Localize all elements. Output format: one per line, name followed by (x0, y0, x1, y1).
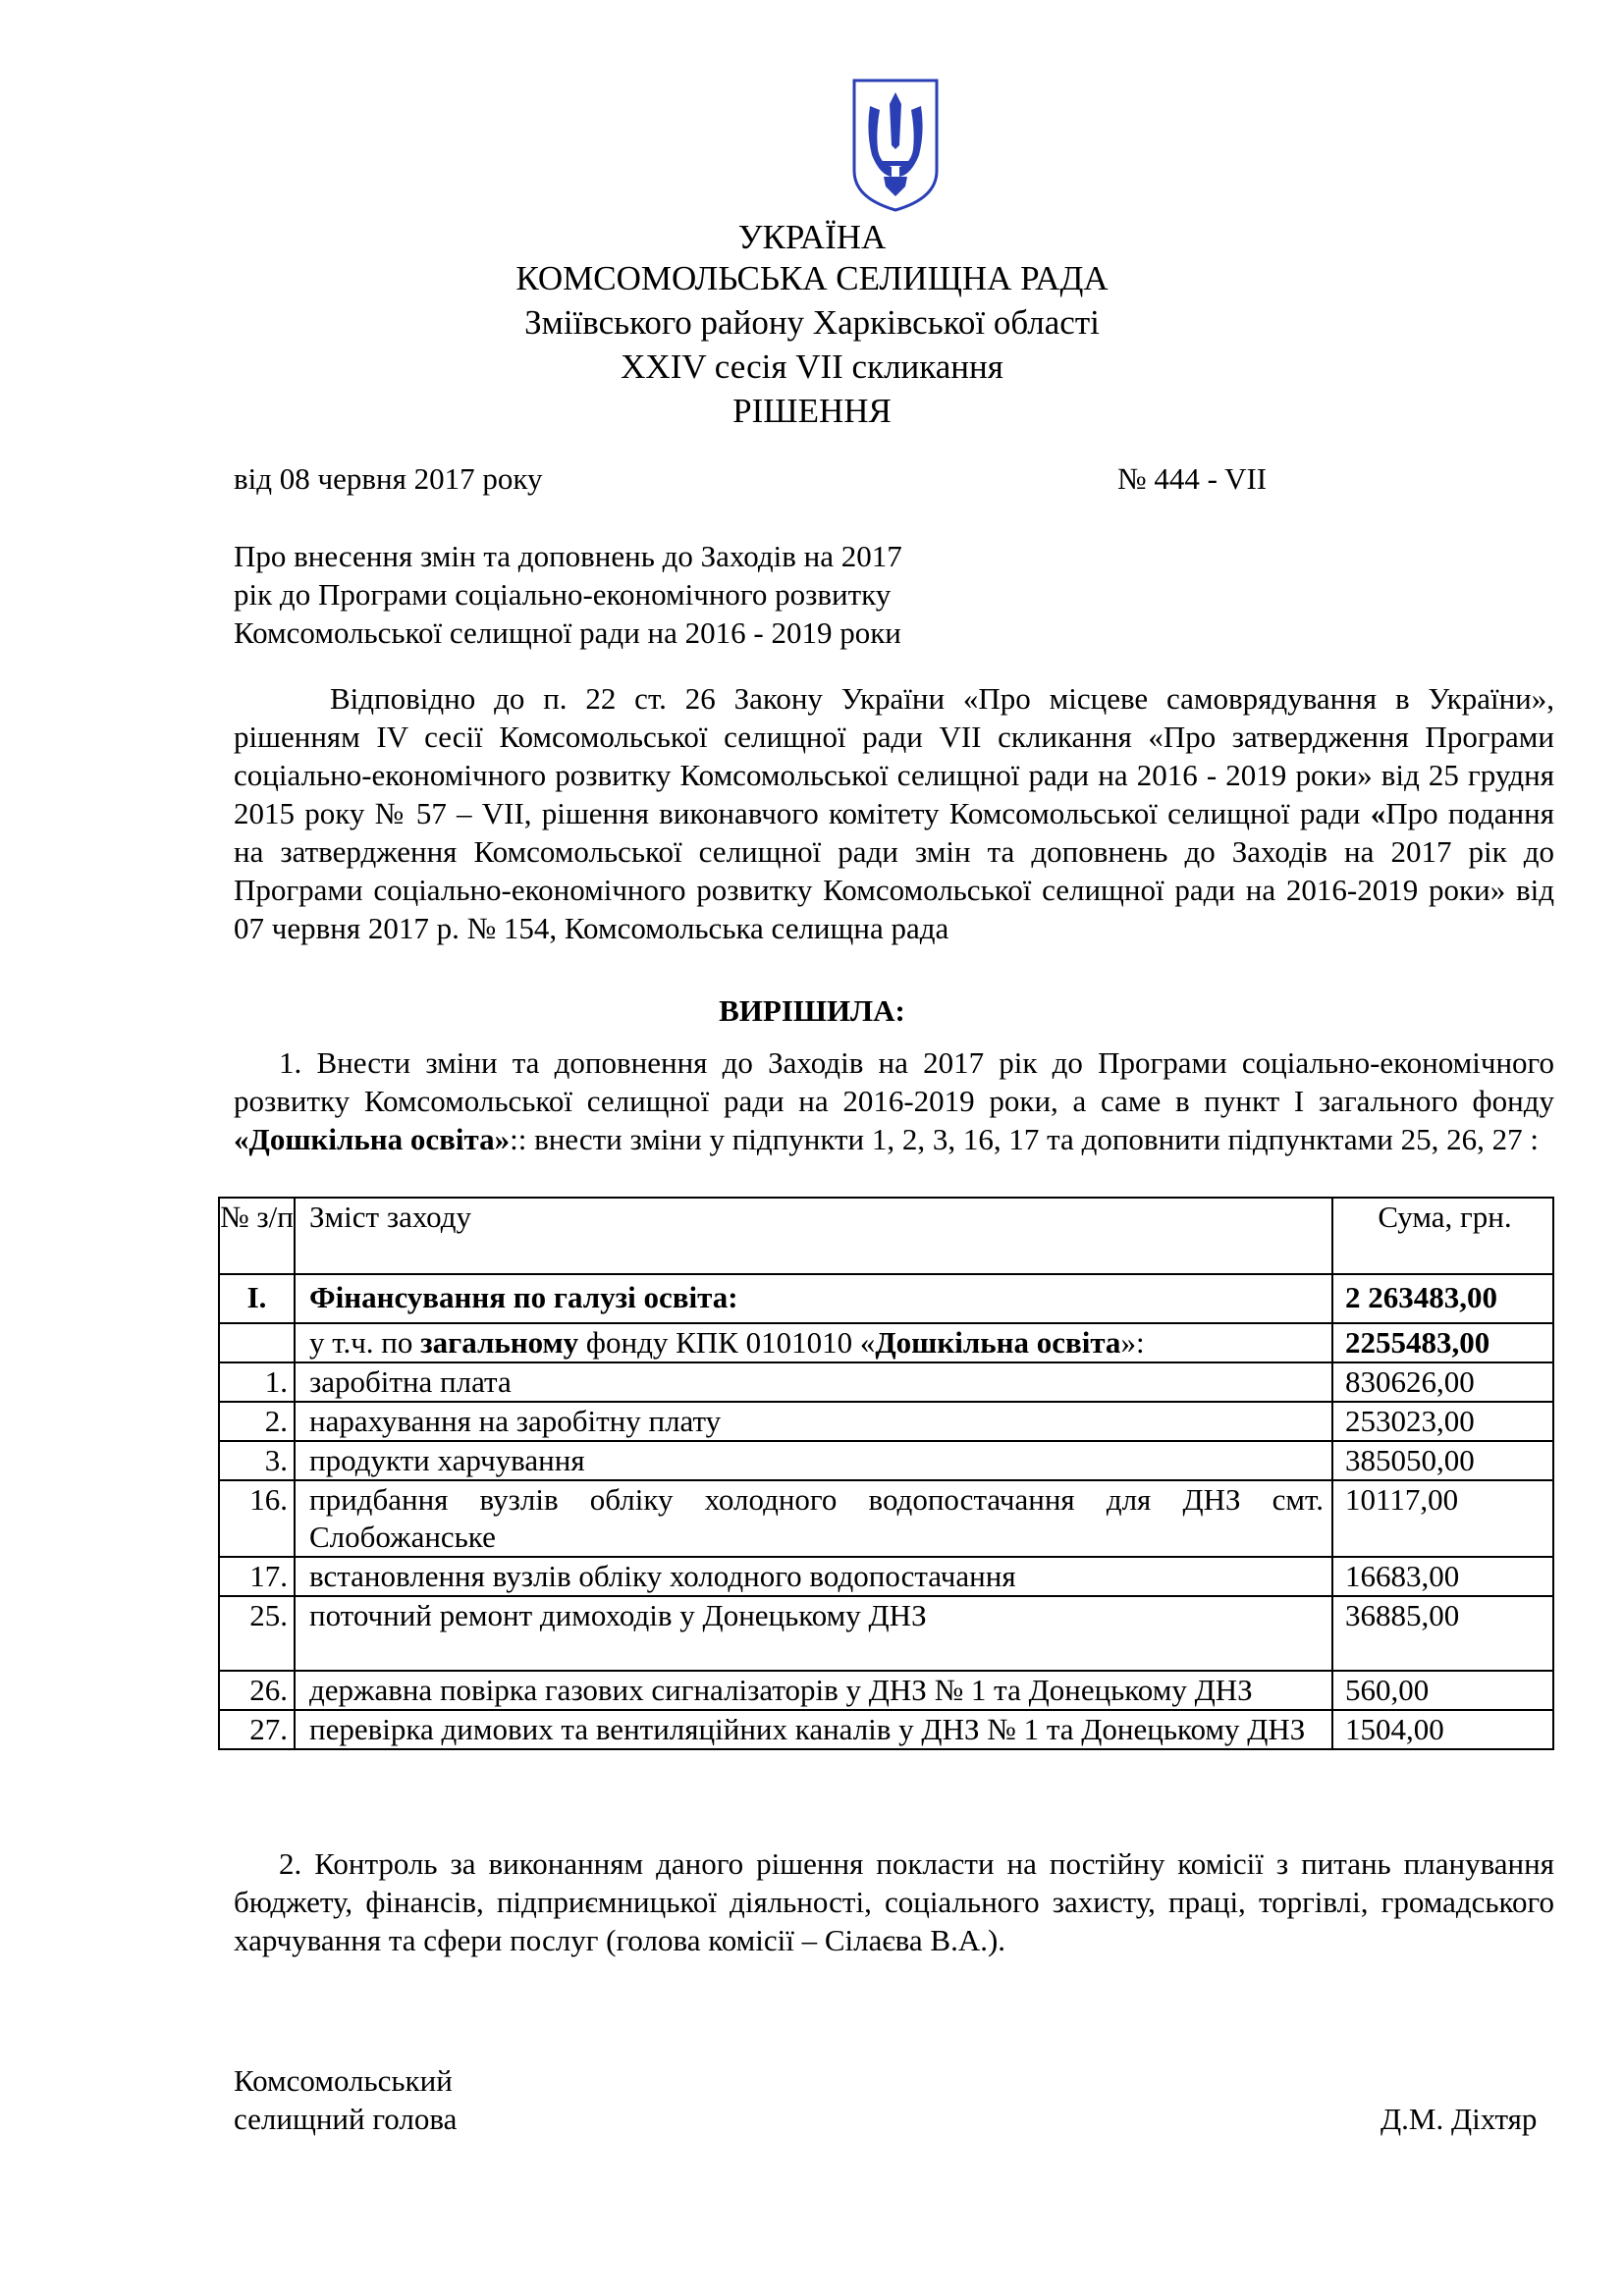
subtotal-content (295, 1323, 1332, 1362)
row-amount: 385050,00 (1332, 1441, 1553, 1480)
subtotal-num (219, 1323, 295, 1362)
table-header-row (219, 1198, 1553, 1274)
section-amount: 2 263483,00 (1332, 1274, 1553, 1323)
row-num: 2. (219, 1402, 295, 1441)
signature-title-line-1: Комсомольський (234, 2063, 453, 2098)
row-num: 27. (219, 1710, 295, 1749)
header-content: Зміст заходу (295, 1198, 1332, 1274)
item-1-text-end: :: внести зміни у підпункти 1, 2, 3, 16, 17 та доповнити підпунктами 25, 26, 27 : (510, 1122, 1539, 1156)
header-council: КОМСОМОЛЬСЬКА СЕЛИЩНА РАДА (515, 259, 1109, 297)
signature-title-line-2: селищний голова (234, 2102, 458, 2136)
subject-line: рік до Програми соціально-економічного розвитку (234, 577, 892, 612)
table-row (219, 1596, 1553, 1671)
row-amount: 830626,00 (1332, 1362, 1553, 1402)
row-content: поточний ремонт димоходів у Донецькому ДНЗ (295, 1596, 1332, 1671)
row-content: продукти харчування (295, 1441, 1332, 1480)
section-content: Фінансування по галузі освіта: (295, 1274, 1332, 1323)
header-district: Зміївського району Харківської області (524, 303, 1100, 342)
row-num: 17. (219, 1557, 295, 1596)
row-amount: 16683,00 (1332, 1557, 1553, 1596)
subtotal-mid: фонду КПК 0101010 « (578, 1325, 876, 1360)
row-num: 26. (219, 1671, 295, 1710)
subject-line: Комсомольської селищної ради на 2016 - 2019 роки (234, 615, 901, 650)
item-2: 2. Контроль за виконанням даного рішення покласти на постійну комісії з питань планування бюджету, фінансів, підприємницької діяльності, соціального захисту, праці, торгівлі, громадського харчування та сфери послуг (голова комісії – Сілаєва В.А.). (234, 1846, 1554, 1957)
subtotal-bold-2: Дошкільна освіта (875, 1325, 1121, 1360)
header-amount: Сума, грн. (1332, 1198, 1553, 1274)
preamble (234, 679, 1554, 947)
row-content: заробітна плата (295, 1362, 1332, 1402)
decision-number: № 444 - VII (1117, 461, 1268, 496)
table-row (219, 1480, 1553, 1557)
section-num: I. (219, 1274, 295, 1323)
row-num: 16. (219, 1480, 295, 1557)
measures-table (218, 1197, 1554, 1750)
trident-emblem (850, 77, 941, 214)
decision-date: від 08 червня 2017 року (234, 461, 543, 496)
header-num: № з/п (219, 1198, 295, 1274)
subtotal-post: »: (1120, 1325, 1145, 1360)
item-1 (234, 1043, 1554, 1158)
decided-heading: ВИРІШИЛА: (719, 993, 905, 1028)
row-content: державна повірка газових сигналізаторів у ДНЗ № 1 та Донецькому ДНЗ (295, 1671, 1332, 1710)
subject (234, 537, 1000, 652)
row-content: перевірка димових та вентиляційних каналів у ДНЗ № 1 та Донецькому ДНЗ (295, 1710, 1332, 1749)
table-row (219, 1402, 1553, 1441)
row-amount: 1504,00 (1332, 1710, 1553, 1749)
table-subtotal-row (219, 1323, 1553, 1362)
row-content: встановлення вузлів обліку холодного водопостачання (295, 1557, 1332, 1596)
row-num: 1. (219, 1362, 295, 1402)
subject-line: Про внесення змін та доповнень до Заходів на 2017 (234, 539, 902, 573)
header-session: XXIV сесія VII скликання (621, 347, 1003, 386)
preamble-text-end: Про подання на затвердження Комсомольської селищної ради змін та доповнень до Заходів на 2017 рік до Програми соціально-економічного розвитку Комсомольської селищної ради на 2016-2019 роки» від 07 червня 2017 р. № 154, Комсомольська селищна рада (234, 796, 1554, 945)
row-amount: 253023,00 (1332, 1402, 1553, 1441)
row-content: придбання вузлів обліку холодного водопостачання для ДНЗ смт. Слобожанське (295, 1480, 1332, 1557)
table-row (219, 1441, 1553, 1480)
table-section-row (219, 1274, 1553, 1323)
signature-name: Д.М. Діхтяр (1380, 2102, 1538, 2136)
table-row (219, 1557, 1553, 1596)
preamble-text: Відповідно до п. 22 ст. 26 Закону України «Про місцеве самоврядування в України», рішенням IV сесії Комсомольської селищної ради VII скликання «Про затвердження Програми соціально-економічного розвитку Комсомольської селищної ради на 2016 - 2019 роки» від 25 грудня 2015 року № 57 – VII, рішення виконавчого комітету Комсомольської селищної ради (234, 681, 1554, 830)
subtotal-bold-1: загальному (420, 1325, 579, 1360)
preamble-bold-quote: « (1370, 796, 1386, 830)
row-amount: 36885,00 (1332, 1596, 1553, 1671)
signature-title (234, 2061, 457, 2138)
table-row (219, 1710, 1553, 1749)
row-amount: 10117,00 (1332, 1480, 1553, 1557)
row-num: 3. (219, 1441, 295, 1480)
item-1-text: 1. Внести зміни та доповнення до Заходів на 2017 рік до Програми соціально-економічного розвитку Комсомольської селищної ради на 2016-2019 роки, а саме в пункт І загального фонду (234, 1045, 1554, 1118)
row-num: 25. (219, 1596, 295, 1671)
row-amount: 560,00 (1332, 1671, 1553, 1710)
item-1-bold: «Дошкільна освіта» (234, 1122, 511, 1156)
subtotal-pre: у т.ч. по (309, 1325, 421, 1360)
table-row (219, 1671, 1553, 1710)
header-doc-type: РІШЕННЯ (732, 392, 892, 430)
row-content: нарахування на заробітну плату (295, 1402, 1332, 1441)
table-row (219, 1362, 1553, 1402)
header-country: УКРАЇНА (737, 218, 887, 256)
subtotal-amount: 2255483,00 (1332, 1323, 1553, 1362)
